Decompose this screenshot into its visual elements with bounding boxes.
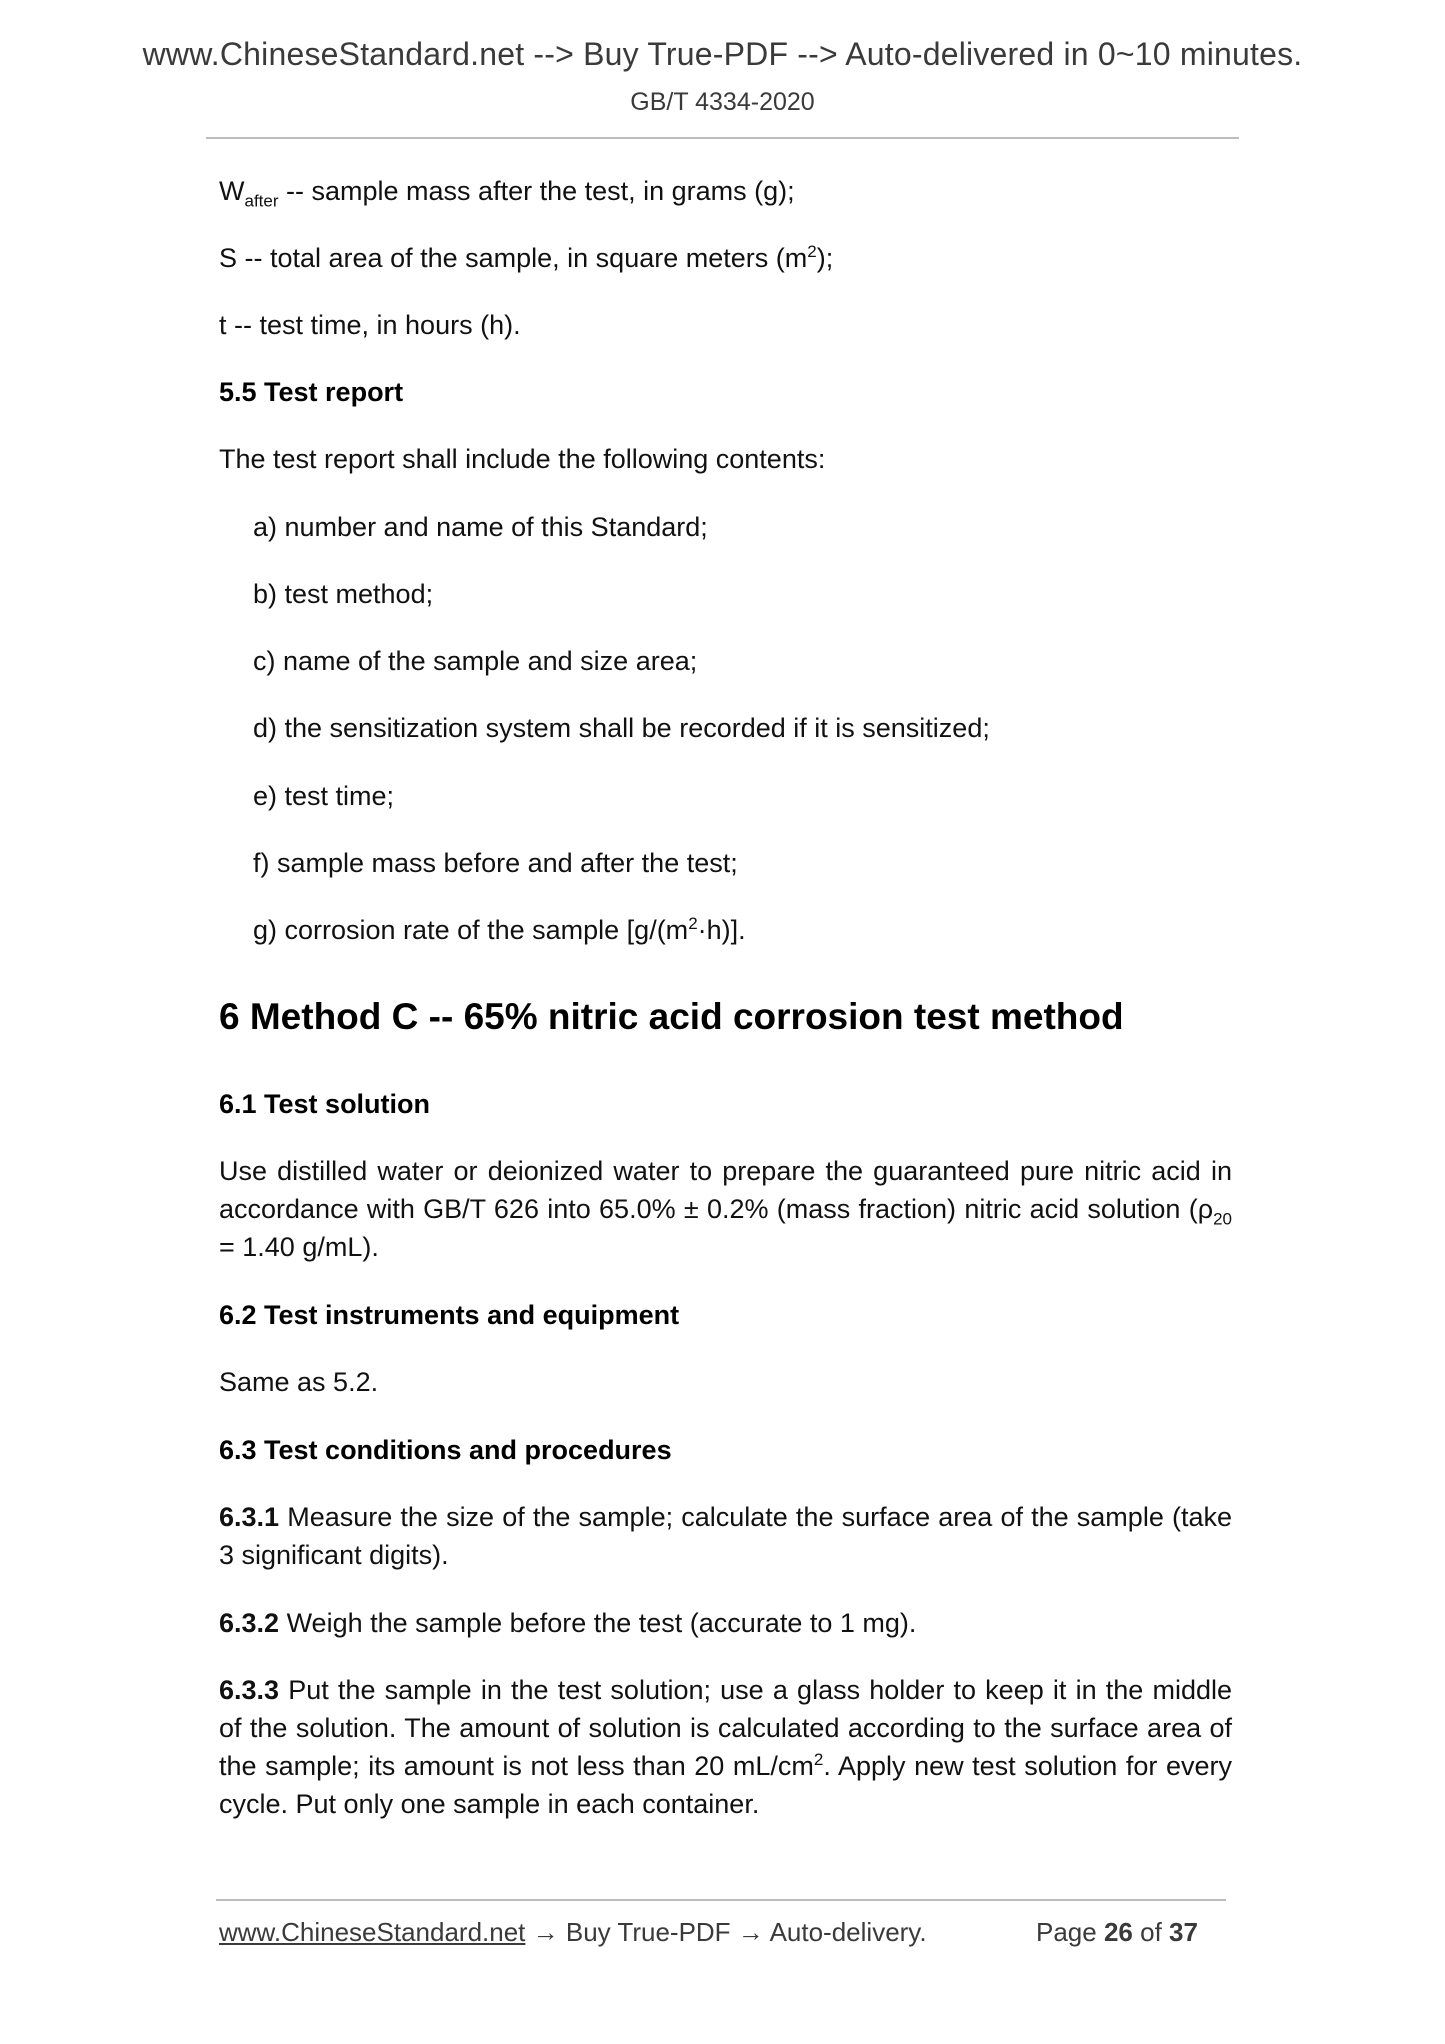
total-pages: 37	[1169, 1917, 1198, 1947]
footer-divider	[216, 1899, 1226, 1901]
definition-s: S -- total area of the sample, in square meters $(m^2)$;	[219, 242, 834, 273]
list-item: f) sample mass before and after the test;	[253, 848, 738, 878]
paragraph-6-3-2: 6.3.2 Weigh the sample before the test (accurate to 1 mg).	[219, 1608, 917, 1638]
list-item: d) the sensitization system shall be recorded if it is sensitized;	[253, 713, 990, 743]
list-item: c) name of the sample and size area;	[253, 646, 698, 676]
section-heading-6-2: 6.2 Test instruments and equipment	[219, 1300, 680, 1330]
list-item: e) test time;	[253, 781, 395, 811]
header-divider	[206, 137, 1239, 139]
paragraph-6-1: Use distilled water or deionized water to prepare the guaranteed pure nitric acid in accordance with GB/T 626 into 65.0% ± 0.2% (mass fraction) nitric acid solution ($\rho_{20} = 1.40$ g/mL).	[219, 1156, 1232, 1262]
paragraph-6-3-3: 6.3.3 Put the sample in the test solution; use a glass holder to keep it in the middle of the solution. The amount of solution is calculated according to the surface area of the sample; its amount is not less than 20 $mL/cm^2$. Apply new test solution for every cycle. Put only one sample in each container.	[219, 1675, 1232, 1819]
paragraph-6-2: Same as 5.2.	[219, 1367, 379, 1397]
definition-w-after: $W_{after}$ -- sample mass after the test, in grams (g);	[219, 176, 795, 211]
current-page: 26	[1103, 1917, 1133, 1947]
document-number: GB/T 4334-2020	[630, 88, 815, 116]
section-heading-6-1: 6.1 Test solution	[219, 1089, 431, 1119]
section-heading-5-5: 5.5 Test report	[219, 377, 404, 407]
list-item: b) test method;	[253, 579, 434, 609]
definition-t: t -- test time, in hours (h).	[219, 310, 521, 340]
list-item: g) corrosion rate of the sample $[g/(m^2\cdot h)]$.	[253, 914, 746, 945]
report-intro: The test report shall include the following contents:	[219, 444, 826, 474]
list-item: a) number and name of this Standard;	[253, 512, 708, 542]
footer-promo	[219, 1917, 927, 1948]
page-indicator: Page 26 of 37	[1036, 1917, 1198, 1947]
section-heading-6-3: 6.3 Test conditions and procedures	[219, 1435, 672, 1465]
header-banner: www.ChineseStandard.net --> Buy True-PDF --> Auto-delivered in 0~10 minutes.	[142, 36, 1303, 72]
footer-promo-text: → Buy True-PDF → Auto-delivery.	[525, 1917, 927, 1947]
section-heading-6: 6 Method C -- 65% nitric acid corrosion test method	[219, 996, 1124, 1037]
footer-site-link[interactable]: www.ChineseStandard.net	[219, 1917, 526, 1947]
paragraph-6-3-1: 6.3.1 Measure the size of the sample; calculate the surface area of the sample (take 3 significant digits).	[219, 1502, 1232, 1570]
